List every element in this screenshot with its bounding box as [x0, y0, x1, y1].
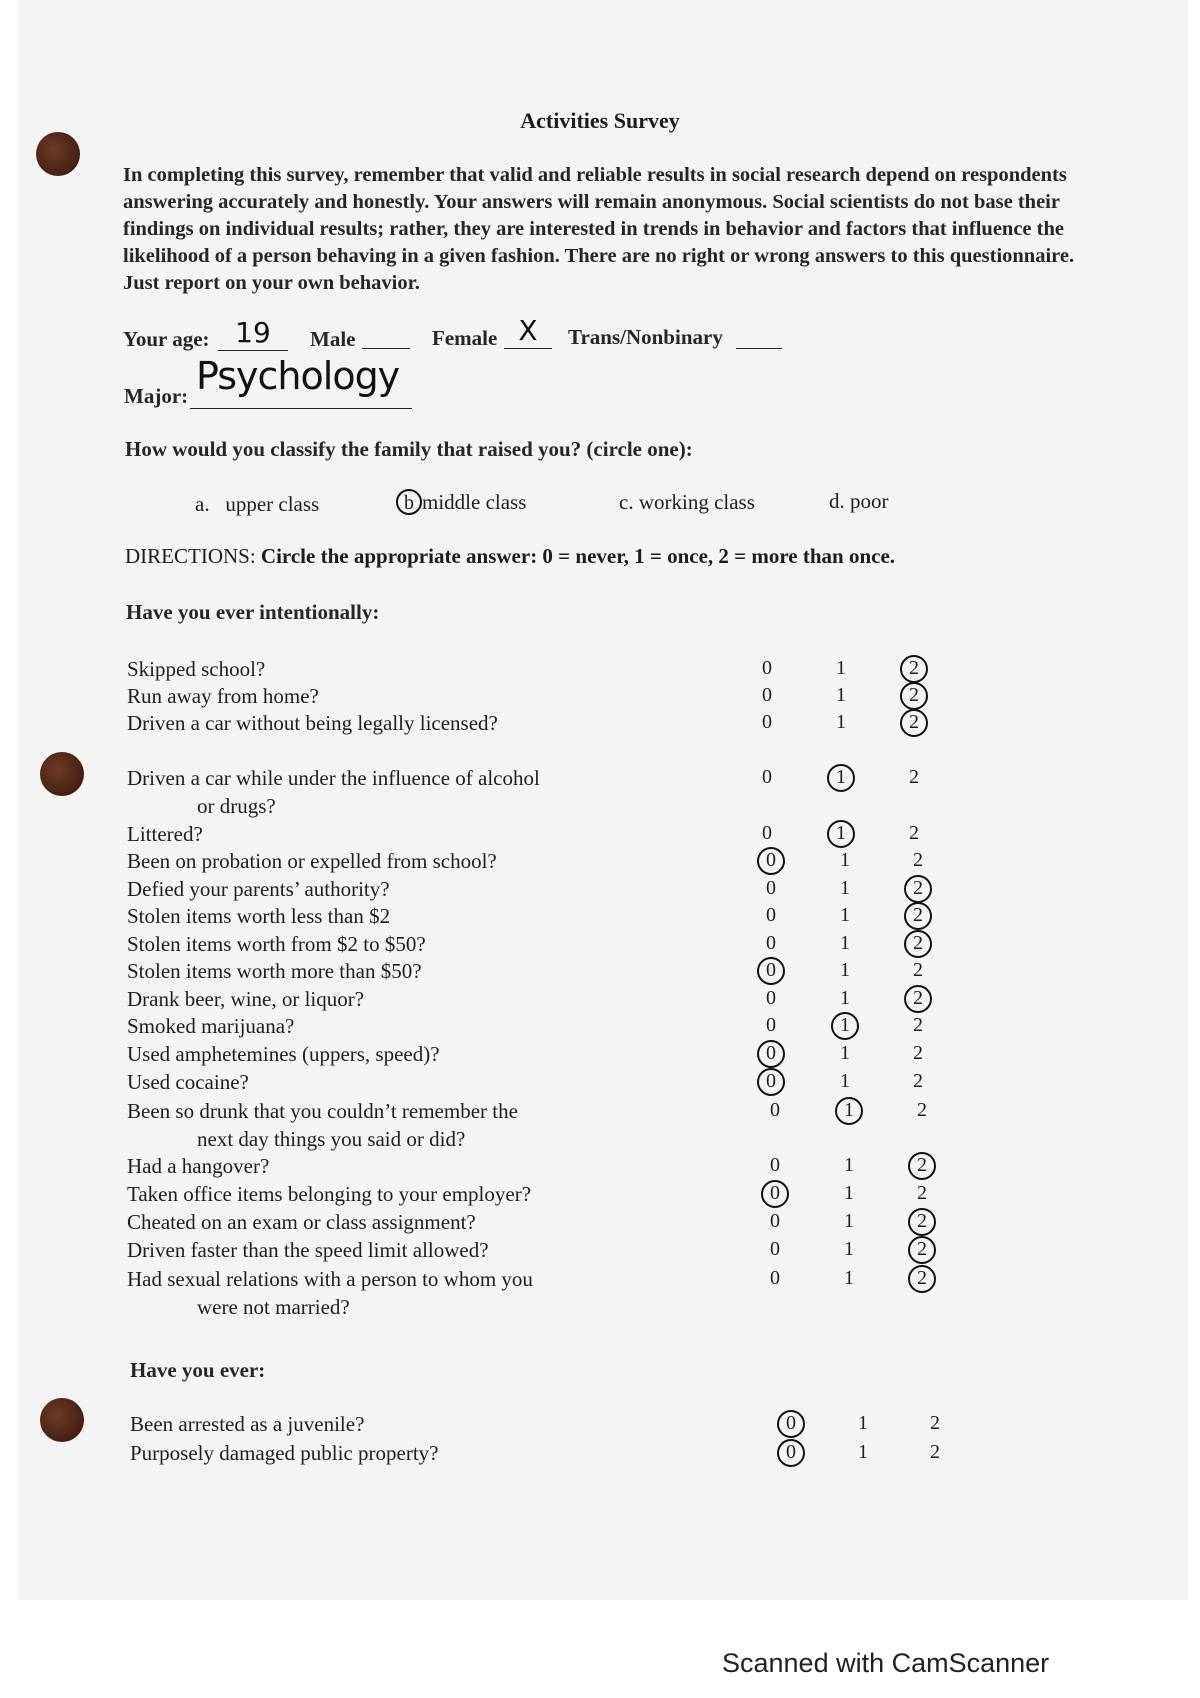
question-text: Driven a car without being legally licensed? [127, 711, 498, 735]
answer-circle [900, 709, 928, 737]
answer-circle [904, 875, 932, 903]
option-1[interactable]: 1 [836, 822, 846, 844]
option-2[interactable]: 2 [909, 657, 919, 679]
option-1[interactable]: 1 [836, 657, 846, 679]
option-2[interactable]: 2 [917, 1099, 927, 1121]
option-1[interactable]: 1 [836, 711, 846, 733]
option-0[interactable]: 0 [766, 932, 776, 954]
option-letter-circled: b [396, 489, 422, 515]
question-text: Smoked marijuana? [127, 1014, 295, 1038]
option-0[interactable]: 0 [770, 1154, 780, 1176]
option-2[interactable]: 2 [930, 1441, 940, 1463]
option-2[interactable]: 2 [909, 766, 919, 788]
answer-circle [904, 930, 932, 958]
option-0[interactable]: 0 [766, 1070, 776, 1092]
option-text: poor [850, 489, 889, 513]
option-0[interactable]: 0 [766, 904, 776, 926]
question-text: Drank beer, wine, or liquor? [127, 987, 365, 1011]
option-0[interactable]: 0 [786, 1441, 796, 1463]
question-text-continued: next day things you said or did? [197, 1127, 466, 1151]
option-1[interactable]: 1 [844, 1238, 854, 1260]
question-text: Used amphetemines (uppers, speed)? [127, 1042, 440, 1066]
age-field[interactable] [218, 316, 288, 351]
option-1[interactable]: 1 [840, 904, 850, 926]
question-text: Had sexual relations with a person to whom you [127, 1267, 533, 1291]
question-text: Stolen items worth from $2 to $50? [127, 932, 426, 956]
option-2[interactable]: 2 [913, 849, 923, 871]
option-0[interactable]: 0 [762, 822, 772, 844]
punch-hole-middle [40, 752, 84, 796]
option-0[interactable]: 0 [762, 711, 772, 733]
question-text: Run away from home? [127, 684, 319, 708]
female-field[interactable] [504, 314, 552, 349]
option-0[interactable]: 0 [786, 1412, 796, 1434]
option-2[interactable]: 2 [913, 987, 923, 1009]
option-1[interactable]: 1 [844, 1099, 854, 1121]
section2-heading: Have you ever: [130, 1358, 266, 1382]
question-text: Cheated on an exam or class assignment? [127, 1210, 476, 1234]
option-0[interactable]: 0 [762, 657, 772, 679]
answer-circle [757, 957, 785, 985]
option-2[interactable]: 2 [913, 877, 923, 899]
family-question: How would you classify the family that raised you? (circle one): [125, 437, 693, 461]
major-label: Major: [124, 384, 189, 408]
option-1[interactable]: 1 [836, 684, 846, 706]
question-text: Driven a car while under the influence of alcohol [127, 766, 540, 790]
option-0[interactable]: 0 [766, 849, 776, 871]
answer-circle [827, 820, 855, 848]
option-0[interactable]: 0 [770, 1210, 780, 1232]
option-1[interactable]: 1 [840, 1014, 850, 1036]
answer-circle [908, 1265, 936, 1293]
answer-circle [757, 847, 785, 875]
option-2[interactable]: 2 [913, 1042, 923, 1064]
section1-heading: Have you ever intentionally: [126, 600, 380, 624]
question-text: Purposely damaged public property? [130, 1441, 439, 1465]
option-0[interactable]: 0 [770, 1099, 780, 1121]
option-0[interactable]: 0 [766, 1014, 776, 1036]
family-option-a[interactable] [195, 492, 319, 517]
punch-hole-top [36, 132, 80, 176]
answer-circle [900, 655, 928, 683]
option-0[interactable]: 0 [762, 766, 772, 788]
question-text: Driven faster than the speed limit allowed? [127, 1238, 489, 1262]
major-field[interactable] [190, 354, 412, 409]
option-2[interactable]: 2 [913, 932, 923, 954]
question-text: Littered? [127, 822, 203, 846]
family-option-b[interactable] [396, 489, 526, 515]
option-0[interactable]: 0 [770, 1267, 780, 1289]
question-text: Had a hangover? [127, 1154, 270, 1178]
option-text: middle class [422, 490, 527, 514]
survey-intro: In completing this survey, remember that valid and reliable results in social research depend on respondents answering accurately and honestly. Your answers will remain anonymous. Social scientists do not base their findings on individual results; rather, they are interested in trends in behavior and factors that influence the likelihood of a person behaving in a given fashion. There are no right or wrong answers to this questionnaire. Just report on your own behavior. [123, 164, 1075, 294]
punch-hole-bottom [40, 1398, 84, 1442]
question-text: Stolen items worth more than $50? [127, 959, 422, 983]
option-2[interactable]: 2 [917, 1154, 927, 1176]
question-text: Taken office items belonging to your employer? [127, 1182, 532, 1206]
option-1[interactable]: 1 [836, 766, 846, 788]
question-text: Been arrested as a juvenile? [130, 1412, 365, 1436]
option-0[interactable]: 0 [762, 684, 772, 706]
option-0[interactable]: 0 [770, 1238, 780, 1260]
option-1[interactable]: 1 [844, 1210, 854, 1232]
option-1[interactable]: 1 [844, 1182, 854, 1204]
question-text: Stolen items worth less than $2 [127, 904, 391, 928]
question-text: Been so drunk that you couldn’t remember the [127, 1099, 518, 1123]
option-2[interactable]: 2 [917, 1182, 927, 1204]
question-text: Been on probation or expelled from school? [127, 849, 497, 873]
family-option-c[interactable] [619, 490, 755, 515]
answer-circle [904, 902, 932, 930]
male-field[interactable] [362, 322, 410, 349]
question-text: Defied your parents’ authority? [127, 877, 390, 901]
answer-circle [777, 1410, 805, 1438]
option-text: working class [638, 490, 755, 514]
option-1[interactable]: 1 [840, 932, 850, 954]
answer-circle [757, 1040, 785, 1068]
answer-circle [908, 1236, 936, 1264]
option-2[interactable]: 2 [909, 684, 919, 706]
option-letter: a. [195, 492, 210, 516]
age-label: Your age: [123, 327, 210, 351]
option-letter: d. [829, 489, 845, 513]
directions-text: Circle the appropriate answer: 0 = never, 1 = once, 2 = more than once. [260, 544, 896, 568]
option-letter: c. [619, 490, 634, 514]
family-option-d[interactable] [829, 489, 889, 514]
female-value: X [518, 314, 538, 347]
option-1[interactable]: 1 [844, 1267, 854, 1289]
answer-circle [908, 1208, 936, 1236]
male-label: Male [310, 327, 356, 351]
option-2[interactable]: 2 [917, 1267, 927, 1289]
question-text-continued: or drugs? [197, 794, 276, 818]
option-0[interactable]: 0 [766, 987, 776, 1009]
age-value: 19 [235, 316, 271, 349]
option-1[interactable]: 1 [840, 849, 850, 871]
option-0[interactable]: 0 [770, 1182, 780, 1204]
option-text: upper class [225, 492, 320, 516]
option-1[interactable]: 1 [840, 959, 850, 981]
directions [125, 544, 895, 569]
trans-label: Trans/Nonbinary [568, 325, 723, 349]
question-text: Skipped school? [127, 657, 266, 681]
answer-circle [827, 764, 855, 792]
trans-field[interactable] [736, 322, 782, 349]
option-2[interactable]: 2 [930, 1412, 940, 1434]
answer-circle [831, 1012, 859, 1040]
major-value: Psychology [196, 354, 400, 398]
option-1[interactable]: 1 [840, 987, 850, 1009]
option-1[interactable]: 1 [858, 1441, 868, 1463]
option-1[interactable]: 1 [840, 1070, 850, 1092]
question-text-continued: were not married? [197, 1295, 350, 1319]
option-2[interactable]: 2 [913, 904, 923, 926]
option-2[interactable]: 2 [913, 959, 923, 981]
answer-circle [900, 682, 928, 710]
option-1[interactable]: 1 [844, 1154, 854, 1176]
answer-circle [777, 1439, 805, 1467]
question-text: Used cocaine? [127, 1070, 249, 1094]
option-2[interactable]: 2 [909, 711, 919, 733]
option-2[interactable]: 2 [917, 1210, 927, 1232]
option-2[interactable]: 2 [913, 1014, 923, 1036]
answer-circle [908, 1152, 936, 1180]
directions-prefix: DIRECTIONS: [125, 544, 256, 568]
option-2[interactable]: 2 [913, 1070, 923, 1092]
option-0[interactable]: 0 [766, 1042, 776, 1064]
female-label: Female [432, 326, 498, 350]
answer-circle [835, 1097, 863, 1125]
survey-title: Activities Survey [520, 108, 680, 133]
option-1[interactable]: 1 [840, 1042, 850, 1064]
option-1[interactable]: 1 [858, 1412, 868, 1434]
answer-circle [761, 1180, 789, 1208]
scanner-watermark: Scanned with CamScanner [722, 1648, 1050, 1678]
option-2[interactable]: 2 [909, 822, 919, 844]
option-1[interactable]: 1 [840, 877, 850, 899]
option-0[interactable]: 0 [766, 959, 776, 981]
option-2[interactable]: 2 [917, 1238, 927, 1260]
answer-circle [757, 1068, 785, 1096]
answer-circle [904, 985, 932, 1013]
option-0[interactable]: 0 [766, 877, 776, 899]
